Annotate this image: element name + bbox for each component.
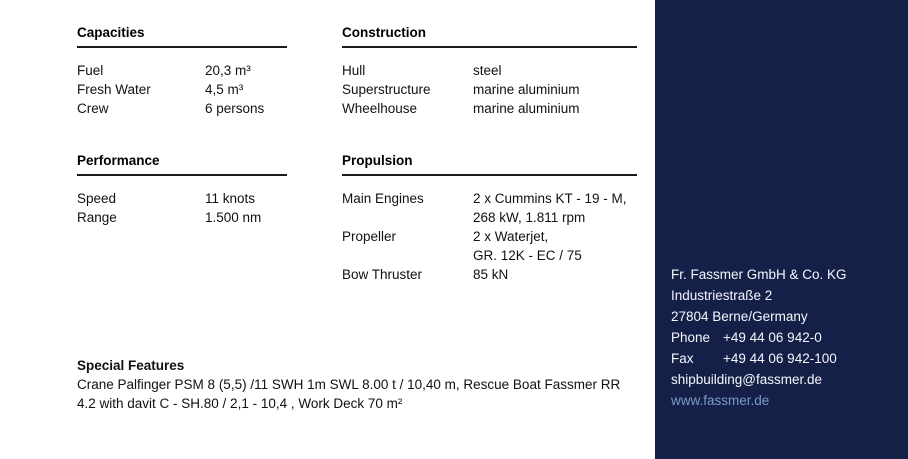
spec-row-speed: [77, 189, 287, 208]
section-propulsion: [342, 153, 637, 284]
spec-label: Wheelhouse: [342, 101, 418, 116]
spec-row-hull: [342, 61, 637, 80]
spec-label: Bow Thruster: [342, 267, 423, 282]
spec-value: marine aluminium: [473, 101, 580, 116]
spec-value: steel: [473, 63, 502, 78]
performance-rows: [77, 189, 287, 227]
spec-value: 20,3 m³: [205, 63, 251, 78]
spec-value: GR. 12K - EC / 75: [473, 248, 582, 263]
spec-label: Hull: [342, 63, 366, 78]
spec-row-crew: [77, 99, 287, 118]
spec-label: [342, 246, 473, 265]
spec-label: Crew: [77, 101, 109, 116]
spec-value: 85 kN: [473, 267, 509, 282]
section-title-propulsion: Propulsion: [342, 153, 637, 176]
contact-block: [671, 264, 847, 411]
spec-value: 1.500 nm: [205, 210, 262, 225]
section-construction: [342, 25, 637, 118]
spec-label: Fuel: [77, 63, 104, 78]
phone-label: Phone: [671, 330, 711, 345]
spec-label: Range: [77, 210, 117, 225]
spec-row-superstructure: [342, 80, 637, 99]
spec-label: Superstructure: [342, 82, 431, 97]
construction-rows: [342, 61, 637, 118]
website-link[interactable]: www.fassmer.de: [671, 393, 770, 408]
section-performance: [77, 153, 287, 227]
spec-value: 2 x Cummins KT - 19 - M,: [473, 191, 627, 206]
spec-label: Speed: [77, 191, 117, 206]
phone-row: [671, 327, 847, 348]
company-name: Fr. Fassmer GmbH & Co. KG: [671, 267, 847, 282]
brand-sidebar: [655, 0, 908, 459]
spec-label: [342, 208, 473, 227]
capacities-rows: [77, 61, 287, 118]
city-address: 27804 Berne/Germany: [671, 309, 808, 324]
phone-number: +49 44 06 942-0: [723, 330, 822, 345]
spec-value: 2 x Waterjet,: [473, 229, 549, 244]
spec-label: Propeller: [342, 229, 397, 244]
spec-row-fresh-water: [77, 80, 287, 99]
fax-label: Fax: [671, 351, 694, 366]
special-features-line: 4.2 with davit C - SH.80 / 2,1 - 10,4 , Work Deck 70 m²: [77, 396, 403, 411]
propulsion-rows: [342, 189, 637, 284]
street-address: Industriestraße 2: [671, 288, 773, 303]
fax-number: +49 44 06 942-100: [723, 351, 837, 366]
special-features-line: Crane Palfinger PSM 8 (5,5) /11 SWH 1m SWL 8.00 t / 10,40 m, Rescue Boat Fassmer RR: [77, 377, 621, 392]
spec-value: 4,5 m³: [205, 82, 244, 97]
spec-row-main-engines: [342, 189, 637, 208]
spec-row-wheelhouse: [342, 99, 637, 118]
spec-value: 11 knots: [205, 191, 256, 206]
spec-row-range: [77, 208, 287, 227]
spec-row-bow-thruster: [342, 265, 637, 284]
spec-label: Main Engines: [342, 191, 424, 206]
section-title-capacities: Capacities: [77, 25, 287, 48]
section-title-performance: Performance: [77, 153, 287, 176]
spec-label: Fresh Water: [77, 82, 151, 97]
fax-row: [671, 348, 847, 369]
spec-row-propeller-cont: [342, 246, 637, 265]
spec-value: 6 persons: [205, 101, 265, 116]
special-features-block: [77, 356, 642, 413]
spec-row-main-engines-cont: [342, 208, 637, 227]
spec-row-fuel: [77, 61, 287, 80]
spec-row-propeller: [342, 227, 637, 246]
spec-value: 268 kW, 1.811 rpm: [473, 210, 586, 225]
email-address: shipbuilding@fassmer.de: [671, 372, 823, 387]
section-title-construction: Construction: [342, 25, 637, 48]
section-capacities: [77, 25, 287, 118]
spec-value: marine aluminium: [473, 82, 580, 97]
special-features-title: Special Features: [77, 358, 185, 373]
